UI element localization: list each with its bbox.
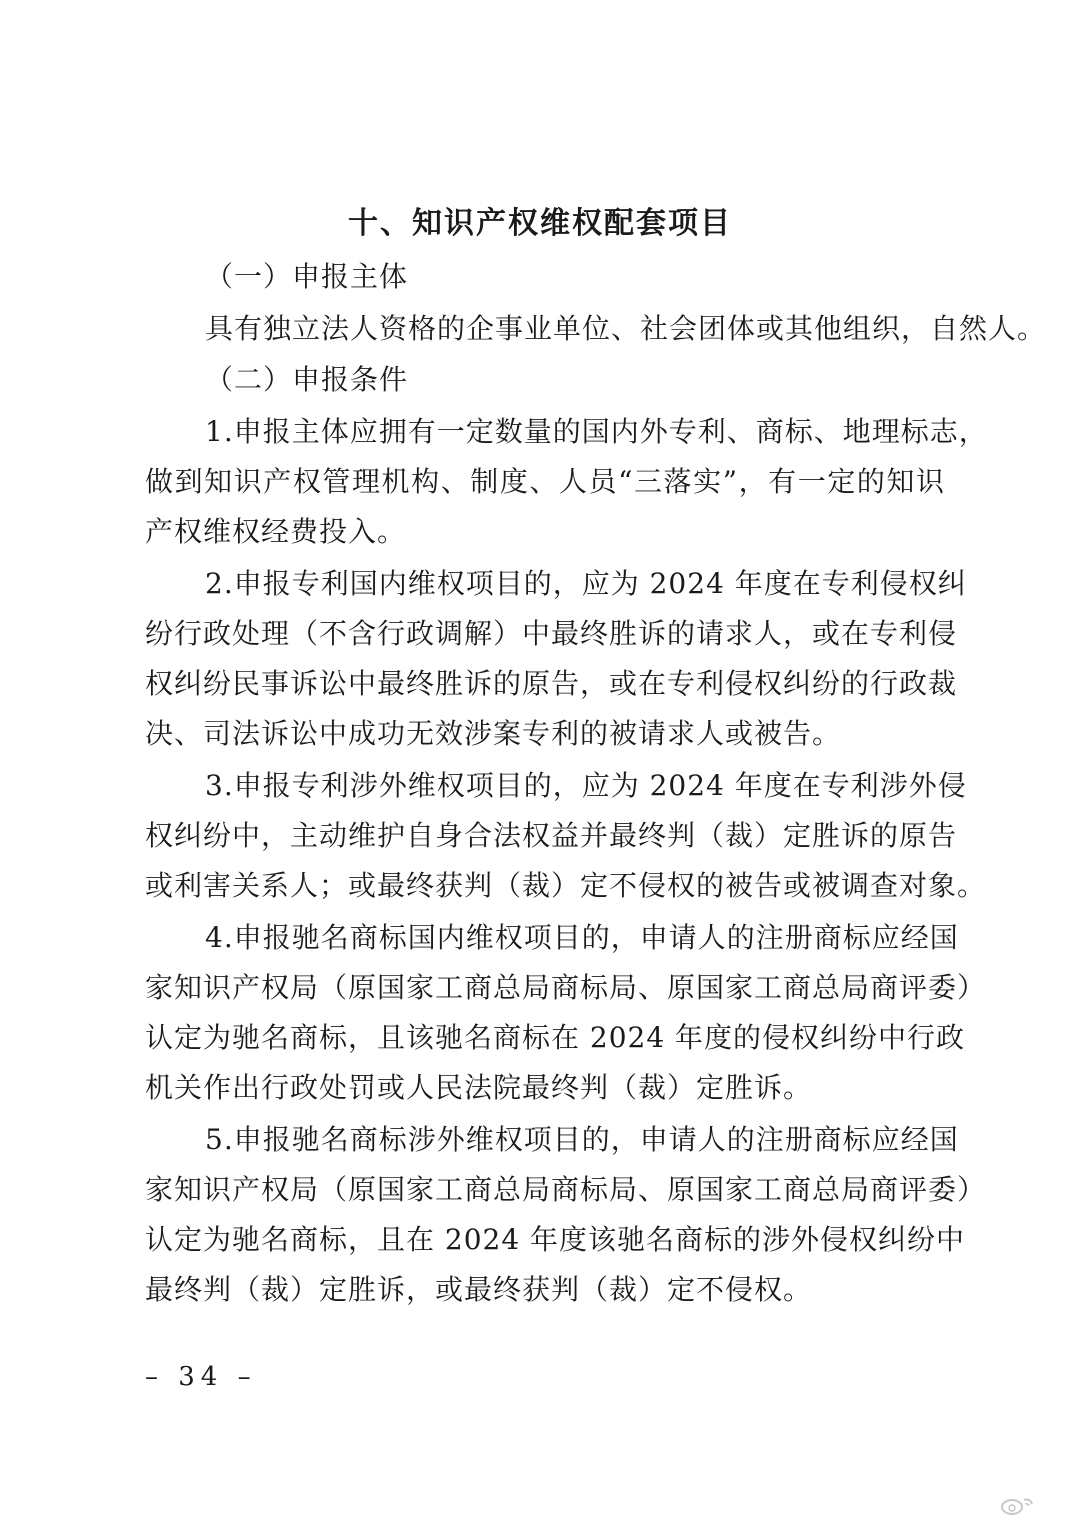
paragraph-line: 3.申报专利涉外维权项目的，应为 2024 年度在专利涉外侵: [205, 769, 967, 802]
paragraph-line: 权纠纷中，主动维护自身合法权益并最终判（裁）定胜诉的原告: [145, 819, 958, 852]
subheading-conditions: （二）申报条件: [205, 363, 409, 396]
paragraph-line: 认定为驰名商标，且该驰名商标在 2024 年度的侵权纠纷中行政: [145, 1021, 966, 1054]
paragraph-line: 4.申报驰名商标国内维权项目的，申请人的注册商标应经国: [205, 921, 959, 954]
paragraph-line: 最终判（裁）定胜诉，或最终获判（裁）定不侵权。: [145, 1273, 813, 1306]
paragraph-line: 机关作出行政处罚或人民法院最终判（裁）定胜诉。: [145, 1071, 813, 1104]
paragraph-line: 2.申报专利国内维权项目的，应为 2024 年度在专利侵权纠: [205, 567, 967, 600]
page-number: – 34 –: [145, 1362, 257, 1392]
paragraph-line: 决、司法诉讼中成功无效涉案专利的被请求人或被告。: [145, 717, 842, 750]
paragraph-line: 权纠纷民事诉讼中最终胜诉的原告，或在专利侵权纠纷的行政裁: [145, 667, 958, 700]
paragraph-line: 家知识产权局（原国家工商总局商标局、原国家工商总局商评委）: [145, 1173, 987, 1206]
weibo-logo-icon: [1000, 1496, 1044, 1516]
paragraph-line: 做到知识产权管理机构、制度、人员“三落实”，有一定的知识: [145, 465, 945, 498]
paragraph-line: 产权维权经费投入。: [145, 515, 407, 548]
paragraph-line: 认定为驰名商标，且在 2024 年度该驰名商标的涉外侵权纠纷中: [145, 1223, 966, 1256]
paragraph-line: 1.申报主体应拥有一定数量的国内外专利、商标、地理标志，: [205, 415, 988, 448]
paragraph-applicant: 具有独立法人资格的企事业单位、社会团体或其他组织，自然人。: [205, 312, 1047, 345]
watermark: [1000, 1496, 1044, 1516]
paragraph-line: 或利害关系人；或最终获判（裁）定不侵权的被告或被调查对象。: [145, 869, 987, 902]
subheading-applicant: （一）申报主体: [205, 260, 409, 293]
paragraph-line: 家知识产权局（原国家工商总局商标局、原国家工商总局商评委）: [145, 971, 987, 1004]
paragraph-line: 5.申报驰名商标涉外维权项目的，申请人的注册商标应经国: [205, 1123, 959, 1156]
section-title: 十、知识产权维权配套项目: [348, 206, 732, 241]
paragraph-line: 纷行政处理（不含行政调解）中最终胜诉的请求人，或在专利侵: [145, 617, 958, 650]
